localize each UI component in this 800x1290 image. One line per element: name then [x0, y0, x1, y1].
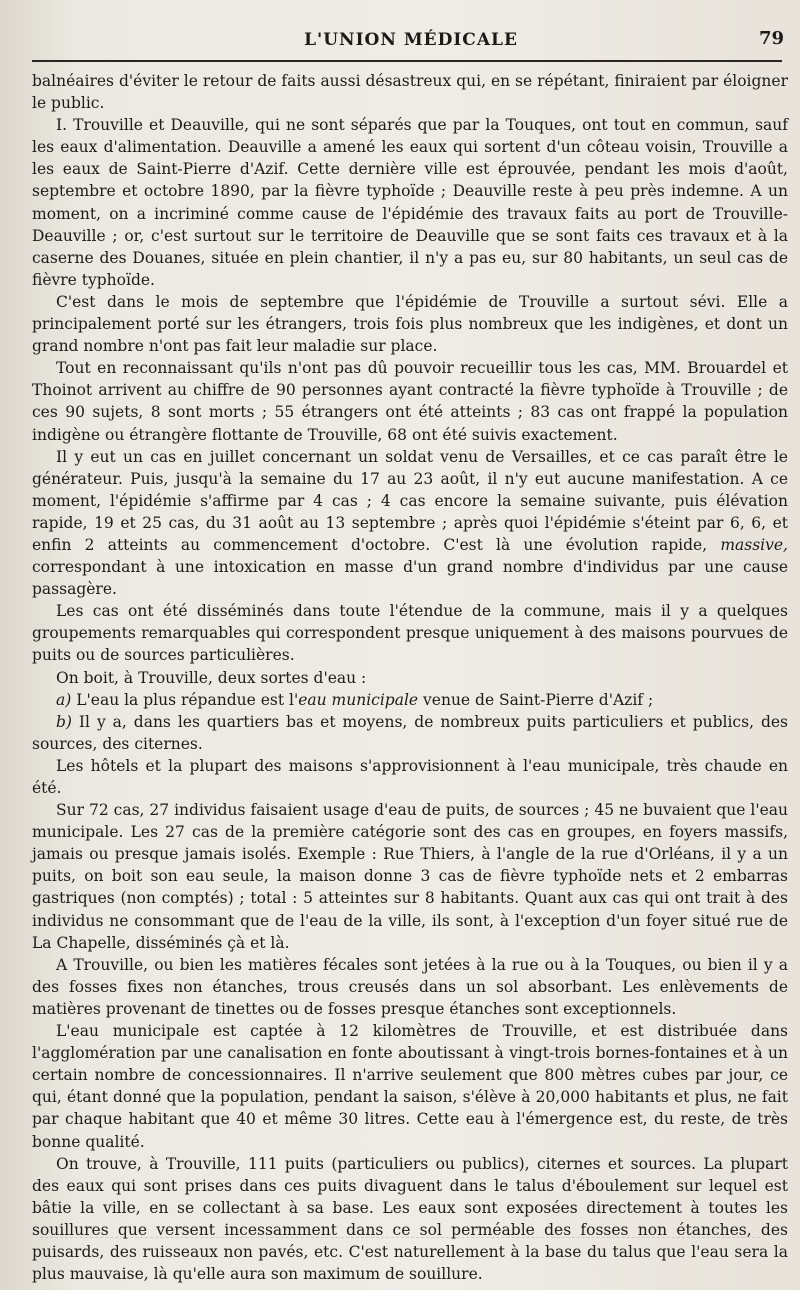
bleed-through-edge — [40, 1237, 760, 1252]
paragraph-text: On boit, à Trouville, deux sortes d'eau : — [56, 668, 367, 687]
list-item-label: a) — [56, 690, 72, 709]
paragraph-2 — [32, 114, 788, 291]
page-header — [32, 24, 790, 58]
paragraph-text: Les hôtels et la plupart des maisons s'approvisionnent à l'eau municipale, très chaude en été. — [32, 756, 788, 797]
page-number: 79 — [758, 28, 784, 49]
list-item-a — [32, 689, 788, 711]
paragraph-11 — [32, 799, 788, 954]
header-rule — [32, 60, 782, 62]
paragraph-5 — [32, 446, 788, 601]
list-item-b — [32, 711, 788, 755]
paragraph-12 — [32, 954, 788, 1020]
paragraph-text: A Trouville, ou bien les matières fécales sont jetées à la rue ou à la Touques, ou bien il y a des fosses fixes non étanches, trous creusés dans un sol absorbant. Les enlèvements de matières provenant de tinettes ou de fosses presque étanches sont exceptionnels. — [32, 955, 788, 1018]
paragraph-text: On trouve, à Trouville, 111 puits (particuliers ou publics), citernes et sources. La plupart des eaux qui sont prises dans ces puits divaguent dans le talus d'éboulement sur lequel est bâtie la ville, en se collectant à sa base. Les eaux sont exposées directement à toutes les souillures que versent incessamment dans ce sol perméable des fosses non étanches, des puisards, des ruisseaux non pavés, etc. C'est naturellement à la base du talus que l'eau sera la plus mauvaise, là qu'elle aura son maximum de souillure. — [32, 1154, 788, 1284]
paragraph-text: Tout en reconnaissant qu'ils n'ont pas dû pouvoir recueillir tous les cas, MM. Brouardel et Thoinot arrivent au chiffre de 90 personnes ayant contracté la fièvre typhoïde à Trouville ; de ces 90 sujets, 8 sont morts ; 55 étrangers ont été atteints ; 83 cas ont frappé la population indigène ou étrangère flottante de Trouville, 68 ont été suivis exactement. — [32, 359, 788, 444]
paragraph-text: I. Trouville et Deauville, qui ne sont séparés que par la Touques, ont tout en commun, sauf les eaux d'alimentation. Deauville a amené les eaux qui sortent d'un côteau voisin, Trouville a les eaux de Saint-Pierre d'Azif. Cette dernière ville est éprouvée, pendant les mois d'août, septembre et octobre 1890, par la fièvre typhoïde ; Deauville reste à peu près indemne. A un moment, on a incriminé comme cause de l'épidémie des travaux faits au port de Trouville-Deauville ; or, c'est surtout sur le territoire de Deauville que se sont faits ces travaux et à la caserne des Douanes, située en plein chantier, il n'y a pas eu, sur 80 habitants, un seul cas de fièvre typhoïde. — [32, 116, 788, 289]
paragraph-10 — [32, 755, 788, 799]
paragraph-text: C'est dans le mois de septembre que l'épidémie de Trouville a surtout sévi. Elle a principalement porté sur les étrangers, trois fois plus nombreux que les indigènes, et dont un grand nombre n'ont pas fait leur maladie sur place. — [32, 292, 788, 356]
paragraph-13 — [32, 1020, 788, 1153]
list-item-text-after: venue de Saint-Pierre d'Azif ; — [418, 690, 654, 709]
list-item-italic: eau municipale — [298, 690, 419, 709]
list-item-label: b) — [56, 712, 72, 731]
paragraph-text: Les cas ont été disséminés dans toute l'étendue de la commune, mais il y a quelques groupements remarquables qui correspondent presque uniquement à des maisons pourvues de puits ou de sources particulières. — [32, 602, 788, 665]
running-title: L'UNION MÉDICALE — [304, 30, 518, 50]
paragraph-italic: massive, — [720, 535, 788, 554]
paragraph-6 — [32, 600, 788, 666]
body-text — [32, 70, 790, 1285]
paragraph-1 — [32, 70, 788, 114]
paragraph-3 — [32, 291, 788, 357]
list-item-text: Il y a, dans les quartiers bas et moyens, de nombreux puits particuliers et publics, des sources, des citernes. — [32, 712, 788, 753]
paragraph-text: balnéaires d'éviter le retour de faits aussi désastreux qui, en se répétant, finiraient par éloigner le public. — [32, 72, 788, 113]
paragraph-4 — [32, 357, 788, 445]
list-item-text: L'eau la plus répandue est l' — [71, 690, 299, 709]
paragraph-14 — [32, 1153, 788, 1286]
paragraph-text: Il y eut un cas en juillet concernant un soldat venu de Versailles, et ce cas paraît être le générateur. Puis, jusqu'à la semaine du 17 au 23 août, il n'y eut aucune manifestation. A ce moment, l'épidémie s'affirme par 4 cas ; 4 cas encore la semaine suivante, puis élévation rapide, 19 et 25 cas, du 31 août au 13 septembre ; après quoi l'épidémie s'éteint par 6, 6, et enfin 2 atteints au commencement d'octobre. C'est là une évolution rapide, — [32, 447, 788, 554]
paragraph-text: Sur 72 cas, 27 individus faisaient usage d'eau de puits, de sources ; 45 ne buvaient que l'eau municipale. Les 27 cas de la première catégorie sont des cas en groupes, en foyers massifs, jamais ou presque jamais isolés. Exemple : Rue Thiers, à l'angle de la rue d'Orléans, il y a un puits, on boit son eau seule, la maison donne 3 cas de fièvre typhoïde nets et 2 embarras gastriques (non comptés) ; total : 5 atteintes sur 8 habitants. Quant aux cas qui ont trait à des individus ne consommant que de l'eau de la ville, ils sont, à l'exception d'un foyer situé rue de La Chapelle, disséminés çà et là. — [32, 801, 788, 952]
paragraph-text: L'eau municipale est captée à 12 kilomètres de Trouville, et est distribuée dans l'agglomération par une canalisation en fonte aboutissant à vingt-trois bornes-fontaines et à un certain nombre de concessionnaires. Il n'arrive seulement que 800 mètres cubes par jour, ce qui, étant donné que la population, pendant la saison, s'élève à 20,000 habitants et plus, ne fait par chaque habitant que 40 et même 30 litres. Cette eau à l'émergence est, du reste, de très bonne qualité. — [32, 1022, 788, 1151]
paragraph-text-after: correspondant à une intoxication en masse d'un grand nombre d'individus par une cause passagère. — [32, 558, 788, 599]
paragraph-7 — [32, 667, 788, 689]
